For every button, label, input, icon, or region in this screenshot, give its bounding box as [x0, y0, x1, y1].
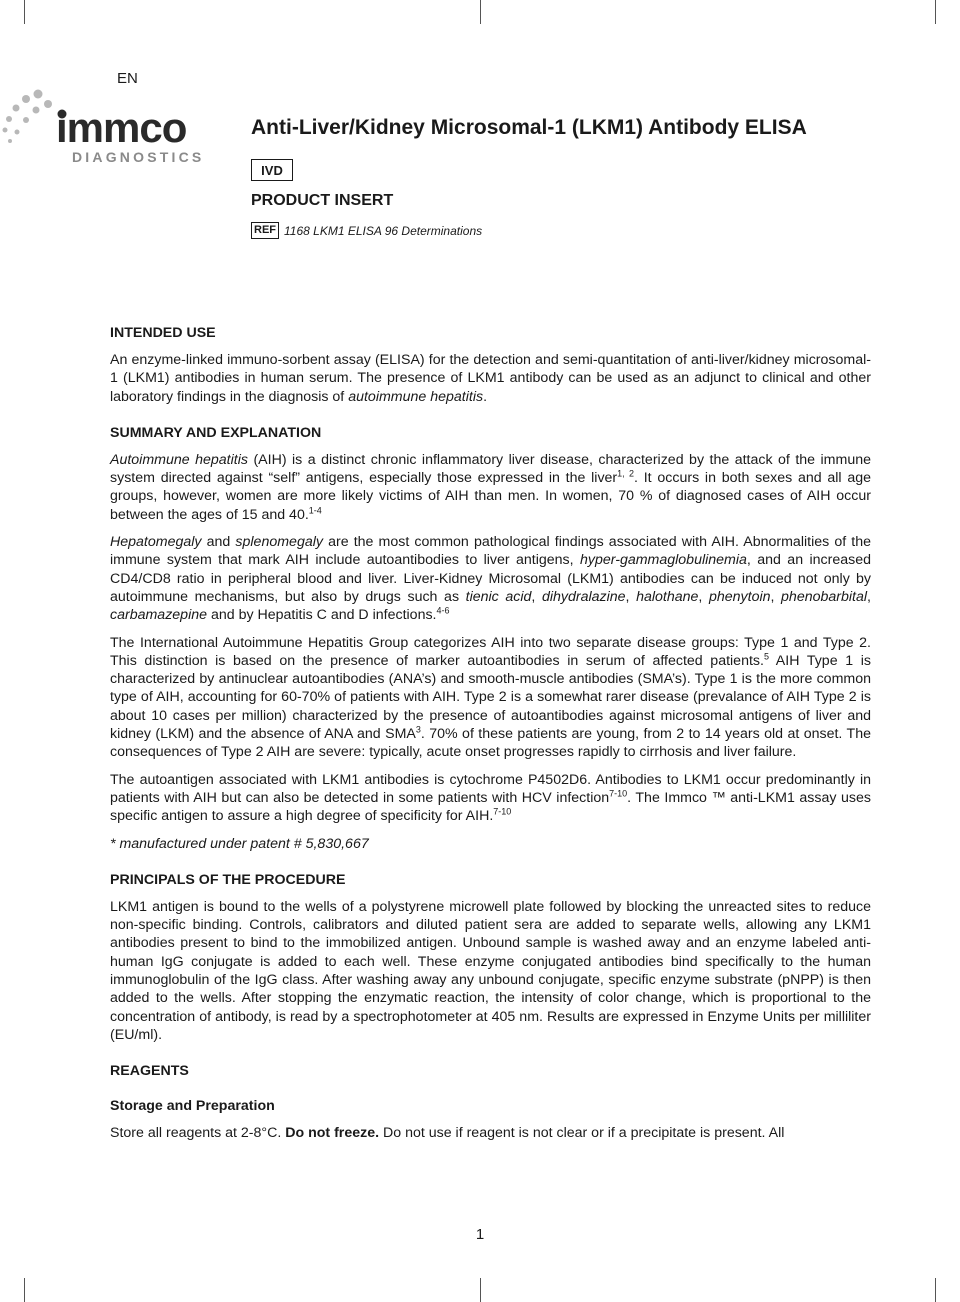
crop-mark — [24, 0, 25, 24]
summary-paragraph-3: The International Autoimmune Hepatitis Group categorizes AIH into two separate disease groups: Type 1 and Type 2. This distinction is based on the presence of marker autoantibodies in serum of affected patients.$^5$ AIH Type 1 is characterized by antinuclear autoantibodies (ANA’s) and smooth-muscle antibodies (SMA’s). Type 1 is the more common type of AIH, accounting for 60-70% of patients with AIH. Type 2 is a somewhat rarer disease (prevalance of AIH Type 2 is about 10 cases per million) characterized by the presence of autoantibodies against microsomal antigens of liver and kidney (LKM) and the absence of ANA and SMA$^3$. 70% of these patients are young, from 2 to 14 years old at onset. The consequences of Type 2 AIH are severe: typically, acute onset progresses rapidly to cirrhosis and liver failure. — [110, 634, 871, 761]
document-body — [110, 324, 871, 1143]
crop-mark — [935, 0, 936, 24]
section-heading-reagents: REAGENTS — [110, 1063, 189, 1080]
company-logo — [0, 86, 240, 166]
summary-paragraph-1: Autoimmune hepatitis (AIH) is a distinct chronic inflammatory liver disease, characterized by the attack of the immune system directed against “self” antigens, especially those expressed in the liver$^{1, 2}$. It occurs in both sexes and all age groups, however, women are more likely victims of AIH than men. In women, 70 % of diagnosed cases of AIH occur between the ages of 15 and 40.$^{1-4}$ — [110, 451, 872, 523]
section-heading-summary: SUMMARY AND EXPLANATION — [110, 424, 322, 441]
language-code: EN — [117, 70, 138, 87]
intended-use-paragraph: An enzyme-linked immuno-sorbent assay (ELISA) for the detection and semi-quantitation of anti-liver/kidney microsomal-1 (LKM1) antibodies in human serum. The presence of LKM1 antibody can be used as an adjunct to clinical and other laboratory findings in the diagnosis of autoimmune hepatitis. — [110, 352, 871, 405]
catalog-number: 1168 LKM1 ELISA 96 Determinations — [284, 223, 483, 238]
crop-mark — [935, 1278, 936, 1302]
storage-paragraph: Store all reagents at 2-8°C. Do not freeze. Do not use if reagent is not clear or if a precipitate is present. All — [110, 1125, 785, 1142]
summary-paragraph-4: The autoantigen associated with LKM1 antibodies is cytochrome P4502D6. Antibodies to LKM1 occur predominantly in patients with AIH but can also be detected in some patients with HCV infection$^{7-10}$. The Immco ™ anti-LKM1 assay uses specific antigen to assure a high degree of specificity for AIH.$^{7-10}$ — [110, 771, 871, 825]
patent-note: * manufactured under patent # 5,830,667 — [110, 835, 369, 852]
crop-mark — [480, 0, 481, 24]
document-title: Anti-Liver/Kidney Microsomal-1 (LKM1) Antibody ELISA — [251, 116, 807, 139]
reference-line — [251, 222, 482, 239]
principals-paragraph: LKM1 antigen is bound to the wells of a polystyrene microwell plate followed by blocking the unreacted sites to reduce non-specific binding. Controls, calibrators and diluted patient sera are added to separate wells, allowing any LKM1 antibodies present to bind to the immobilized antigen. Unbound sample is washed away and an enzyme labeled anti-human IgG conjugate is added to each well. These enzyme conjugated antibodies bind specifically to the human immunoglobulin of the IgG class. After washing away any unbound conjugate, specific enzyme substrate (pNPP) is then added to the wells. After stopping the enzymatic reaction, the intensity of color change, which is proportional to the concentration of antibody, is read by a spectrophotometer at 405 nm. Results are expressed in Enzyme Units per milliliter (EU/ml). — [110, 898, 871, 1043]
section-heading-intended-use: INTENDED USE — [110, 325, 216, 341]
immco-logo-icon — [0, 86, 240, 166]
crop-mark — [24, 1278, 25, 1302]
summary-paragraph-2: Hepatomegaly and splenomegaly are the most common pathological findings associated with AIH. Abnormalities of the immune system that mark AIH include autoantibodies to liver antigens, hyper-gammaglobulinemia, and an increased CD4/CD8 ratio in peripheral blood and liver. Liver-Kidney Microsomal (LKM1) antibodies can be induced not only by autoimmune mechanisms, but also by drugs such as tienic acid, dihydralazine, halothane, phenytoin, phenobarbital, carbamazepine and by Hepatitis C and D infections.$^{4-6}$ — [110, 534, 871, 624]
page-number: 1 — [475, 1226, 485, 1243]
crop-mark — [480, 1278, 481, 1302]
subheading-storage: Storage and Preparation — [110, 1098, 275, 1115]
ivd-symbol: IVD — [251, 159, 293, 181]
section-heading-principals: PRINCIPALS OF THE PROCEDURE — [110, 871, 346, 888]
ref-symbol: REF — [251, 222, 279, 239]
svg-text:DIAGNOSTICS: DIAGNOSTICS — [72, 149, 205, 165]
svg-text:immco: immco — [56, 104, 187, 151]
product-insert-label: PRODUCT INSERT — [251, 192, 394, 209]
